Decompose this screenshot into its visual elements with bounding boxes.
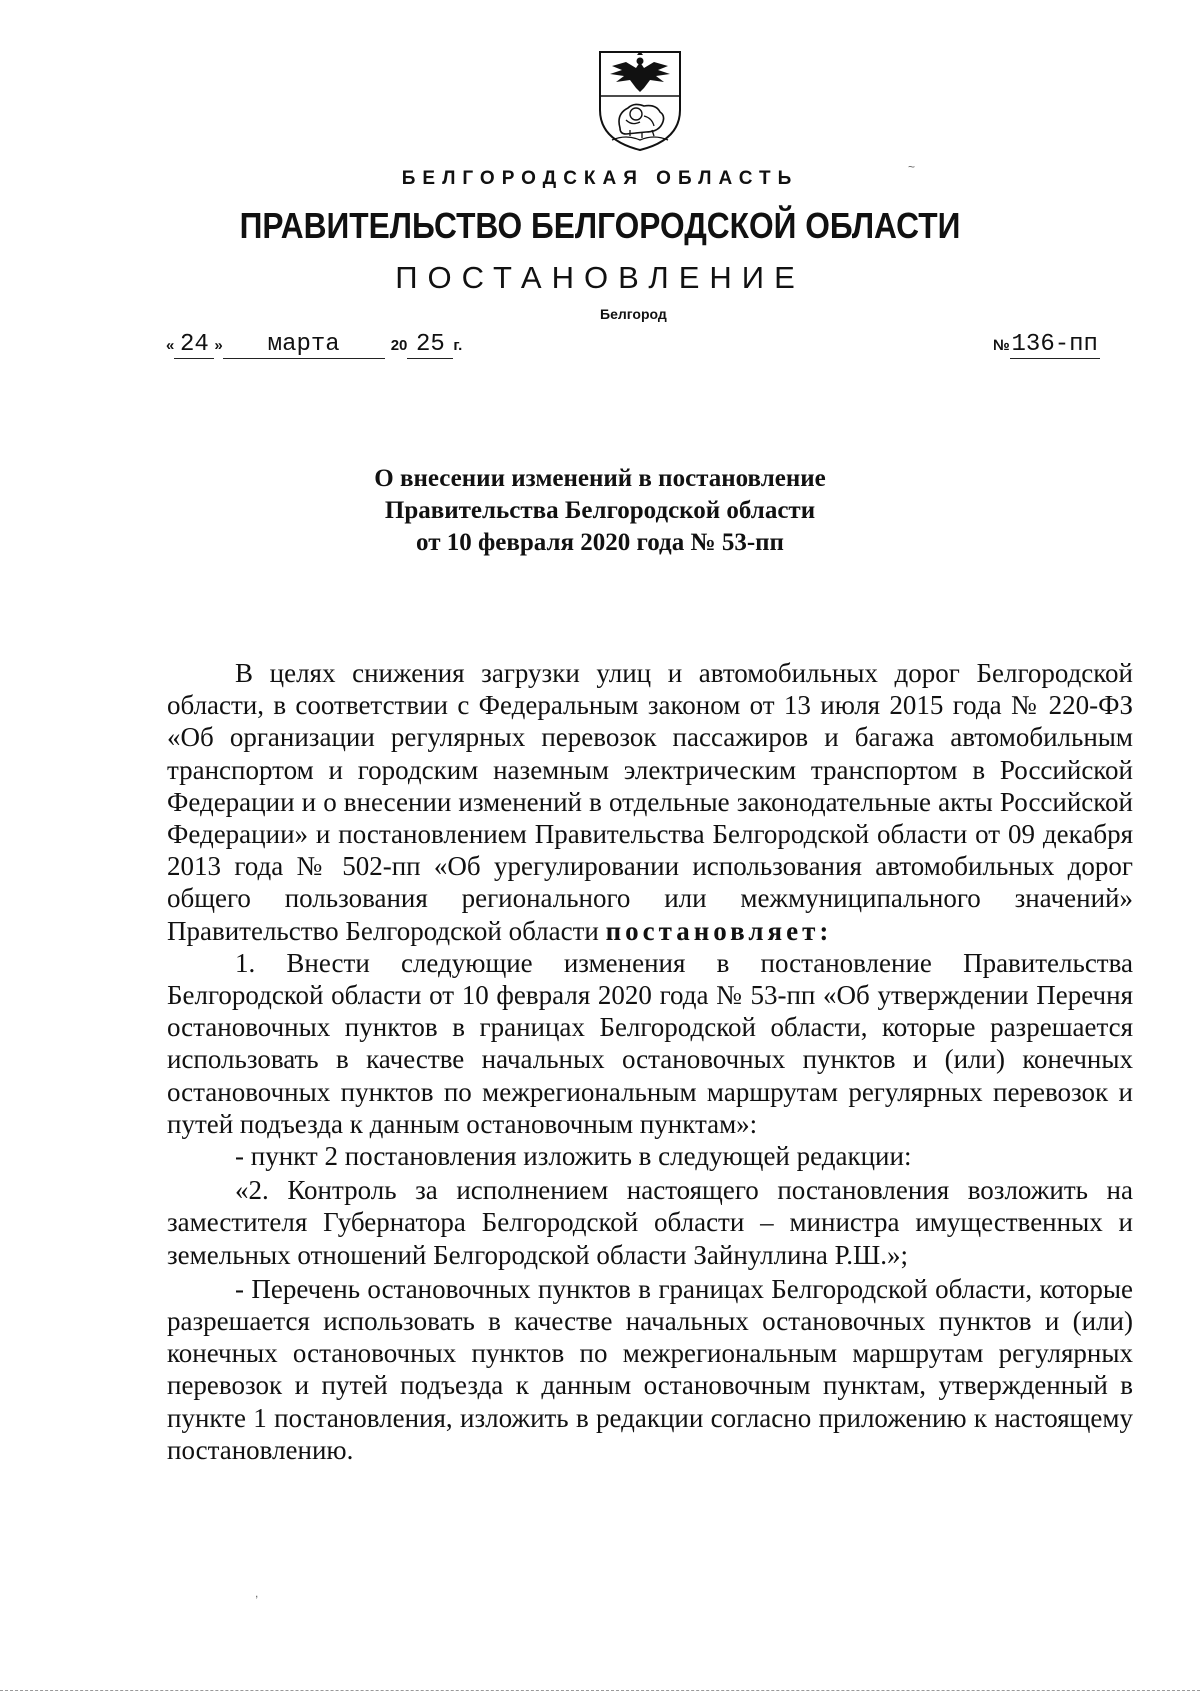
body-paragraph: 1. Внести следующие изменения в постановление Правительства Белгородской области от 10 февраля 2020 года № 53-пп «Об утверждении Перечня остановочных пунктов в границах Белгородской области, которые разрешается использовать в качестве начальных остановочных пунктов и (или) конечных остановочных пунктов по межрегиональным маршрутам регулярных перевозок и путей подъезда к данным остановочным пунктам»:	[167, 947, 1133, 1139]
number-sign: №	[993, 337, 1010, 354]
date-close-quote: »	[214, 337, 223, 354]
coat-of-arms-icon	[596, 48, 684, 153]
document-type-heading: ПОСТАНОВЛЕНИЕ	[395, 260, 805, 295]
body-paragraph	[167, 657, 1133, 947]
date-line	[166, 332, 462, 359]
resolution-keyword: постановляет:	[605, 915, 833, 946]
document-body	[167, 657, 1133, 1466]
page-bottom-rule	[0, 1690, 1200, 1691]
body-paragraph: - Перечень остановочных пунктов в границах Белгородской области, которые разрешается использовать в качестве начальных остановочных пунктов и (или) конечных остановочных пунктов по межрегиональным маршрутам регулярных перевозок и путей подъезда к данным остановочным пунктам, утвержденный в пункте 1 постановления, изложить в редакции согласно приложению к настоящему постановлению.	[167, 1273, 1133, 1465]
preamble-text: В целях снижения загрузки улиц и автомобильных дорог Белгородской области, в соответствии с Федеральным законом от 13 июля 2015 года № 220-ФЗ «Об организации регулярных перевозок пассажиров и багажа автомобильным транспортом и городским наземным электрическим транспортом в Российской Федерации и о внесении изменений в отдельные законодательные акты Российской Федерации» и постановлением Правительства Белгородской области от 09 декабря 2013 года № 502-пп «Об урегулировании использования автомобильных дорог общего пользования регионального или межмуниципального значений» Правительство Белгородской области	[167, 658, 1133, 946]
city-label: Белгород	[600, 306, 667, 322]
date-open-quote: «	[166, 337, 175, 354]
title-line: от 10 февраля 2020 года № 53-пп	[416, 529, 784, 556]
document-title	[0, 463, 1200, 559]
title-line: О внесении изменений в постановление	[374, 465, 826, 492]
document-number	[993, 332, 1100, 359]
date-year-suffix: 25	[407, 332, 453, 359]
date-year-abbr: г.	[453, 337, 463, 354]
date-year-prefix: 20	[390, 337, 408, 354]
number-value: 136-пп	[1011, 331, 1098, 358]
scan-mark: ~	[908, 160, 916, 174]
body-paragraph: - пункт 2 постановления изложить в следующей редакции:	[235, 1141, 912, 1172]
government-heading: ПРАВИТЕЛЬСТВО БЕЛГОРОДСКОЙ ОБЛАСТИ	[239, 205, 961, 246]
date-day: 24	[174, 332, 214, 359]
scan-mark: ,	[255, 1586, 259, 1600]
title-line: Правительства Белгородской области	[384, 497, 816, 524]
region-heading: БЕЛГОРОДСКАЯ ОБЛАСТЬ	[401, 168, 799, 189]
body-paragraph: «2. Контроль за исполнением настоящего постановления возложить на заместителя Губернатора Белгородской области – министра имущественных и земельных отношений Белгородской области Зайнуллина Р.Ш.»;	[167, 1175, 1133, 1270]
date-month: марта	[223, 332, 385, 359]
